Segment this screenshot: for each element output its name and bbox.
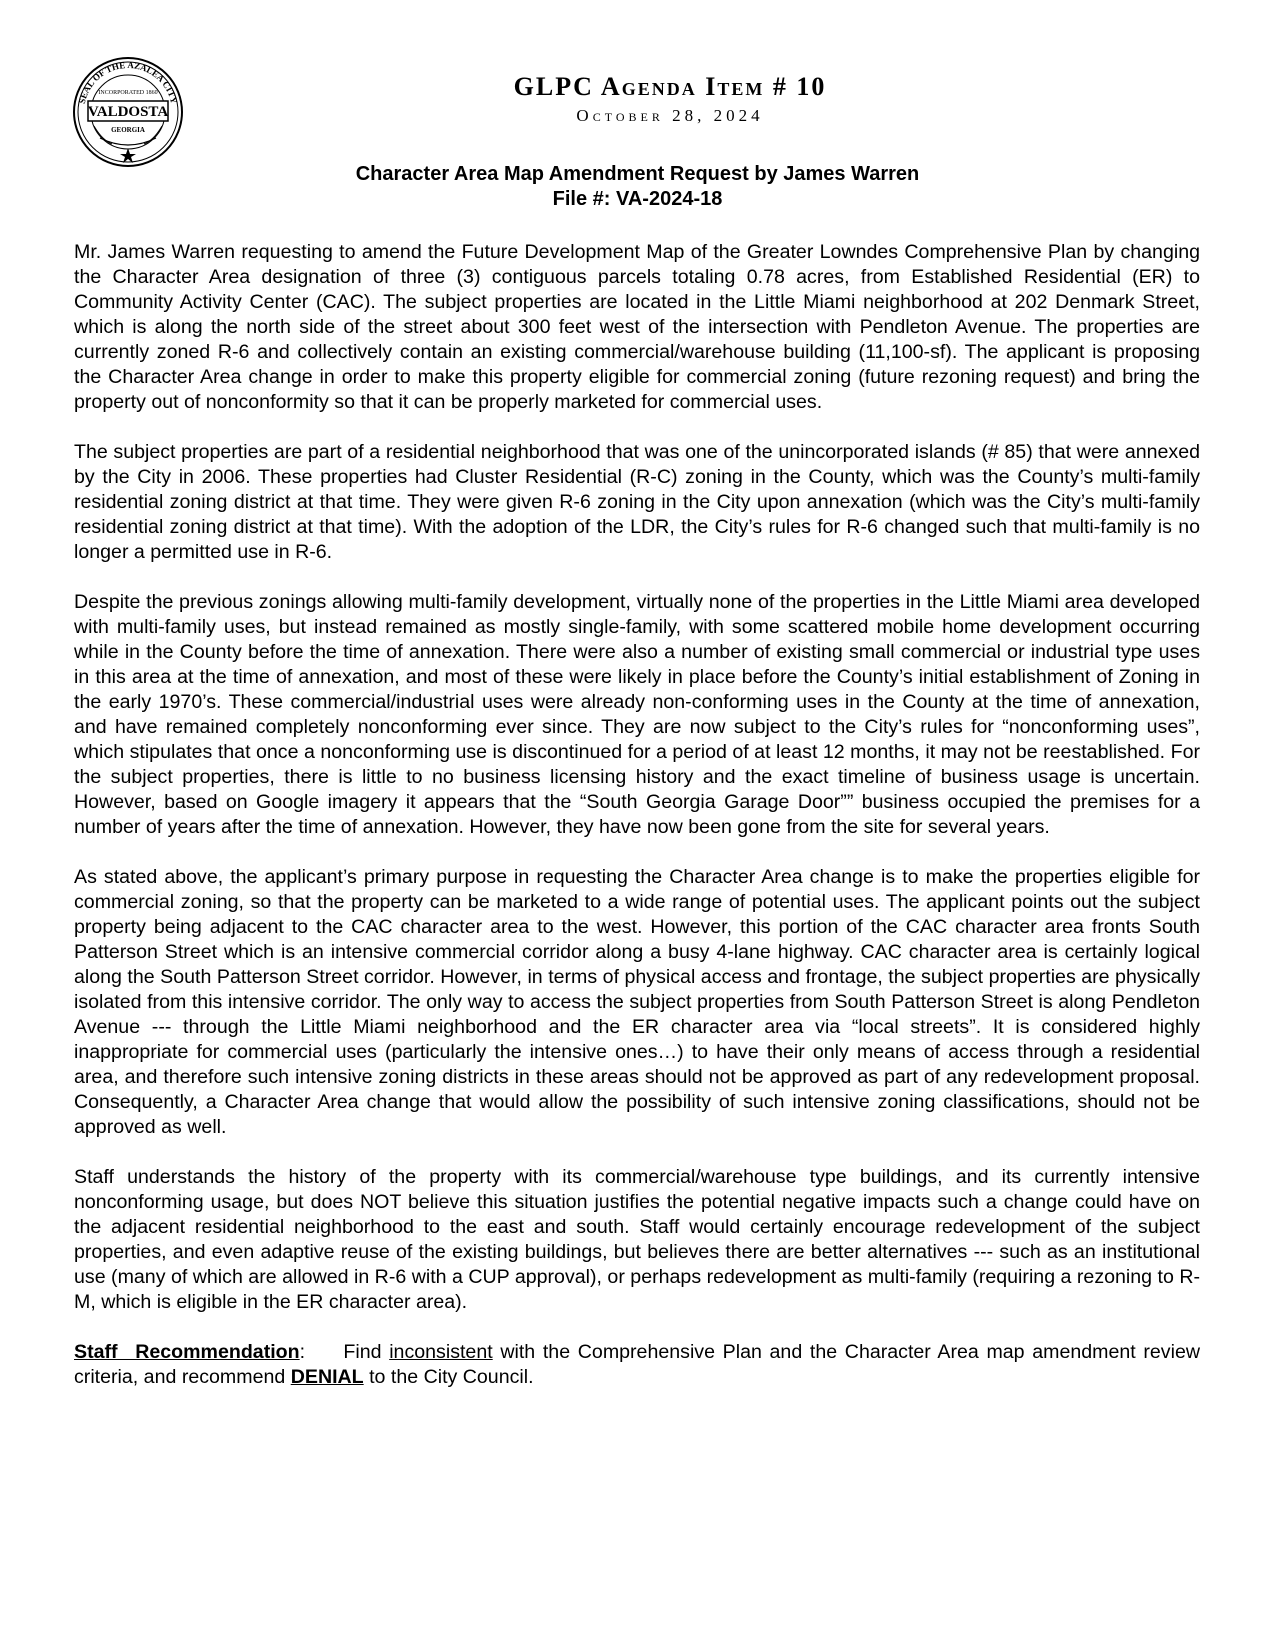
staff-recommendation xyxy=(74,1340,1200,1390)
paragraph-applicant-purpose: As stated above, the applicant’s primary purpose in requesting the Character Area change is to make the properties eligible for commercial zoning, so that the property can be marketed to a wide range of potential uses. The applicant points out the subject property being adjacent to the CAC character area to the west. However, this portion of the CAC character area fronts South Patterson Street which is an intensive commercial corridor along a busy 4-lane highway. CAC character area is certainly logical along the South Patterson Street corridor. However, in terms of physical access and frontage, the subject properties are physically isolated from this intensive corridor. The only way to access the subject properties from South Patterson Street is along Pendleton Avenue --- through the Little Miami neighborhood and the ER character area via “local streets”. It is considered highly inappropriate for commercial uses (particularly the intensive ones…) to have their only means of access through a residential area, and therefore such intensive zoning districts in these areas should not be approved as part of any redevelopment proposal. Consequently, a Character Area change that would allow the possibility of such intensive zoning classifications, should not be approved as well. xyxy=(74,866,1200,1138)
seal-inner-top: INCORPORATED 1860 xyxy=(98,90,158,96)
recommendation-text-2: with the Comprehensive Plan and the Character Area map amendment review criteria, and recommend xyxy=(74,1341,1201,1388)
paragraph-staff-analysis: Staff understands the history of the property with its commercial/warehouse type buildings, and its currently intensive nonconforming usage, but does NOT believe this situation justifies the potential negative impacts such a change could have on the adjacent residential neighborhood to the east and south. Staff would certainly encourage redevelopment of the subject properties, and even adaptive reuse of the existing buildings, but believes there are better alternatives --- such as an institutional use (many of which are allowed in R-6 with a CUP approval), or perhaps redevelopment as multi-family (requiring a rezoning to R-M, which is eligible in the ER character area). xyxy=(74,1166,1200,1313)
recommendation-inconsistent: inconsistent xyxy=(389,1341,493,1363)
paragraph-annexation-history: The subject properties are part of a residential neighborhood that was one of the unincorporated islands (# 85) that were annexed by the City in 2006. These properties had Cluster Residential (R-C) zoning in the County, which was the County’s multi-family residential zoning district at that time. They were given R-6 zoning in the City upon annexation (which was the City’s multi-family residential zoning district at that time). With the adoption of the LDR, the City’s rules for R-6 changed such that multi-family is no longer a permitted use in R-6. xyxy=(74,441,1200,563)
recommendation-denial: DENIAL xyxy=(290,1366,364,1388)
recommendation-text-3: to the City Council. xyxy=(363,1366,534,1388)
city-seal-logo xyxy=(72,56,184,168)
agenda-date: October 28, 2024 xyxy=(576,106,764,125)
seal-center-text: VALDOSTA xyxy=(87,104,169,120)
seal-ring-text: SEAL OF THE AZALEA CITY xyxy=(76,59,180,105)
request-title: Character Area Map Amendment Request by James Warren xyxy=(355,163,920,185)
seal-bottom-text: GEORGIA xyxy=(111,126,145,134)
recommendation-label: Staff Recommendation xyxy=(74,1341,300,1363)
recommendation-colon: : xyxy=(299,1341,306,1363)
file-number: File #: VA-2024-18 xyxy=(552,188,723,210)
document-body xyxy=(74,240,1200,1415)
recommendation-text-1: Find xyxy=(343,1341,390,1363)
seal-star-icon xyxy=(120,148,136,163)
paragraph-nonconforming-uses: Despite the previous zonings allowing multi-family development, virtually none of the properties in the Little Miami area developed with multi-family uses, but instead remained as mostly single-family, with some scattered mobile home development occurring while in the County before the time of annexation. There were also a number of existing small commercial or industrial type uses in this area at the time of annexation, and most of these were likely in place before the County’s initial establishment of Zoning in the early 1970’s. These commercial/industrial uses were already non-conforming uses in the County at the time of annexation, and have remained completely nonconforming ever since. They are now subject to the City’s rules for “nonconforming uses”, which stipulates that once a nonconforming use is discontinued for a period of at least 12 months, it may not be reestablished. For the subject properties, there is little to no business licensing history and the exact timeline of business usage is uncertain. However, based on Google imagery it appears that the “South Georgia Garage Door”” business occupied the premises for a number of years after the time of annexation. However, they have now been gone from the site for several years. xyxy=(74,591,1200,838)
paragraph-request: Mr. James Warren requesting to amend the Future Development Map of the Greater Lowndes Comprehensive Plan by changing the Character Area designation of three (3) contiguous parcels totaling 0.78 acres, from Established Residential (ER) to Community Activity Center (CAC). The subject properties are located in the Little Miami neighborhood at 202 Denmark Street, which is along the north side of the street about 300 feet west of the intersection with Pendleton Avenue. The properties are currently zoned R-6 and collectively contain an existing commercial/warehouse building (11,100-sf). The applicant is proposing the Character Area change in order to make this property eligible for commercial zoning (future rezoning request) and bring the property out of nonconformity so that it can be properly marketed for commercial uses. xyxy=(74,241,1200,413)
agenda-title: GLPC Agenda Item # 10 xyxy=(513,72,827,101)
svg-text:SEAL OF THE AZALEA CITY xyxy=(77,60,179,105)
